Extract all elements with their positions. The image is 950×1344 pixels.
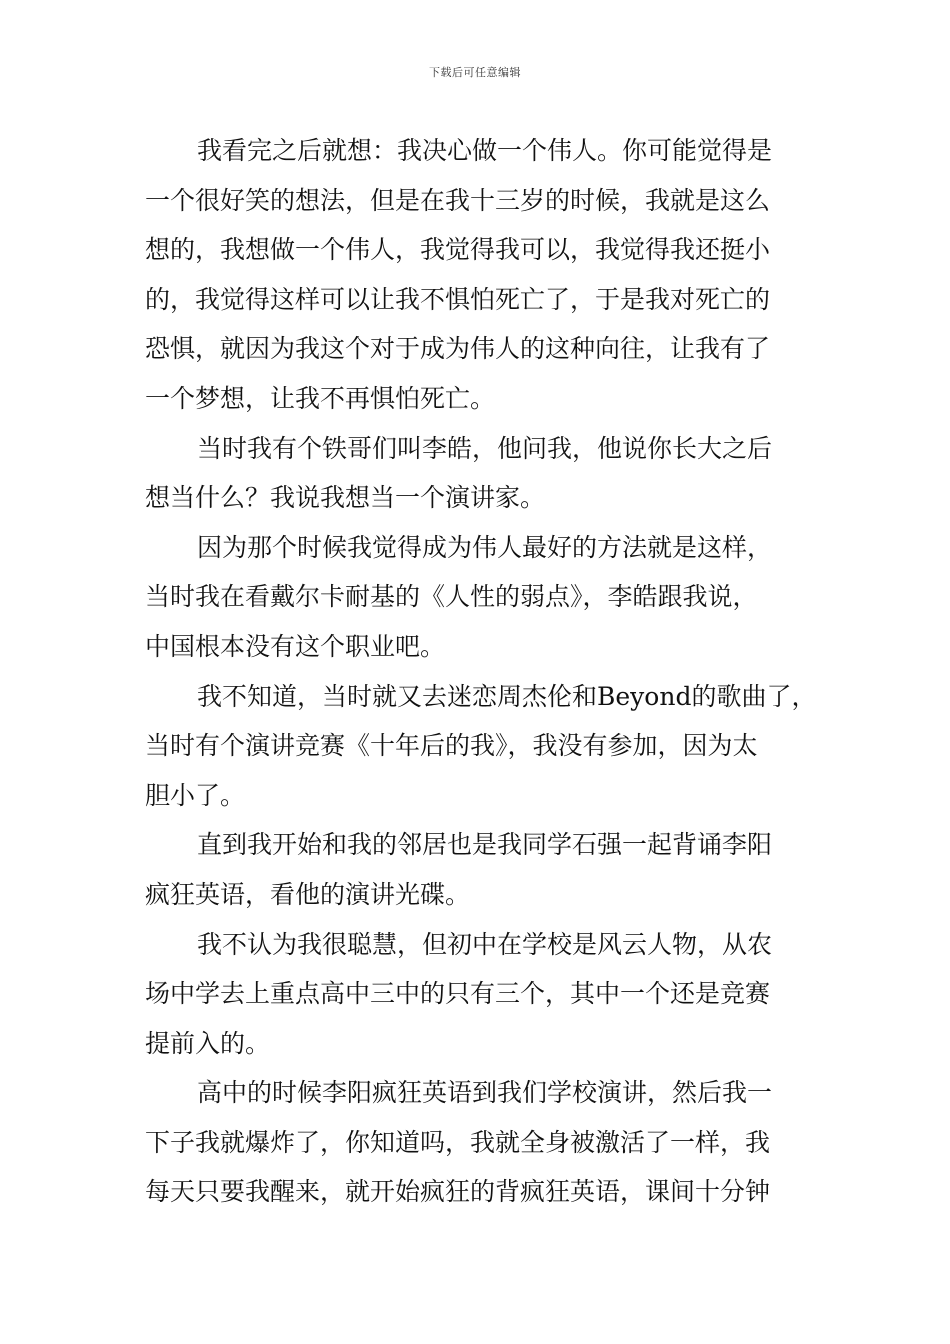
paragraph-line: 每天只要我醒来，就开始疯狂的背疯狂英语，课间十分钟 [145,1177,771,1207]
paragraph-line: 胆小了。 [145,780,246,810]
paragraph-line: 一个梦想，让我不再惧怕死亡。 [145,383,496,413]
paragraph-line: 我不认为我很聪慧，但初中在学校是风云人物，从农 [197,929,773,959]
paragraph-line: 疯狂英语，看他的演讲光碟。 [145,879,471,909]
paragraph-line: 高中的时候李阳疯狂英语到我们学校演讲，然后我一 [197,1078,773,1108]
paragraph-line: 直到我开始和我的邻居也是我同学石强一起背诵李阳 [197,830,773,860]
paragraph-line: 一个很好笑的想法，但是在我十三岁的时候，我就是这么 [145,185,771,215]
paragraph-line: 我看完之后就想：我决心做一个伟人。你可能觉得是 [197,136,773,165]
paragraph-line: 当时我有个铁哥们叫李皓，他问我，他说你长大之后 [197,433,773,463]
paragraph-line: 的，我觉得这样可以让我不惧怕死亡了，于是我对死亡的 [145,284,771,314]
paragraph-line: 提前入的。 [145,1028,271,1058]
paragraph-line: 想的，我想做一个伟人，我觉得我可以，我觉得我还挺小 [145,235,771,265]
paragraph-line: 当时我在看戴尔卡耐基的《人性的弱点》，李皓跟我说， [145,582,758,612]
paragraph-line: 当时有个演讲竞赛《十年后的我》，我没有参加，因为太 [145,731,758,761]
paragraph-line: 恐惧，就因为我这个对于成为伟人的这种向往，让我有了 [145,334,771,364]
paragraph-line: 中国根本没有这个职业吧。 [145,631,446,661]
paragraph-line: 场中学去上重点高中三中的只有三个，其中一个还是竞赛 [145,979,771,1009]
paragraph-line: 想当什么？我说我想当一个演讲家。 [145,483,546,513]
page-header: 下载后可任意编辑 [429,66,521,79]
paragraph-line: 下子我就爆炸了，你知道吗，我就全身被激活了一样，我 [145,1127,771,1157]
paragraph-line: 因为那个时候我觉得成为伟人最好的方法就是这样， [197,532,773,562]
paragraph-line: 我不知道，当时就又去迷恋周杰伦和Beyond的歌曲了， [197,681,817,711]
document-body [145,126,817,1217]
